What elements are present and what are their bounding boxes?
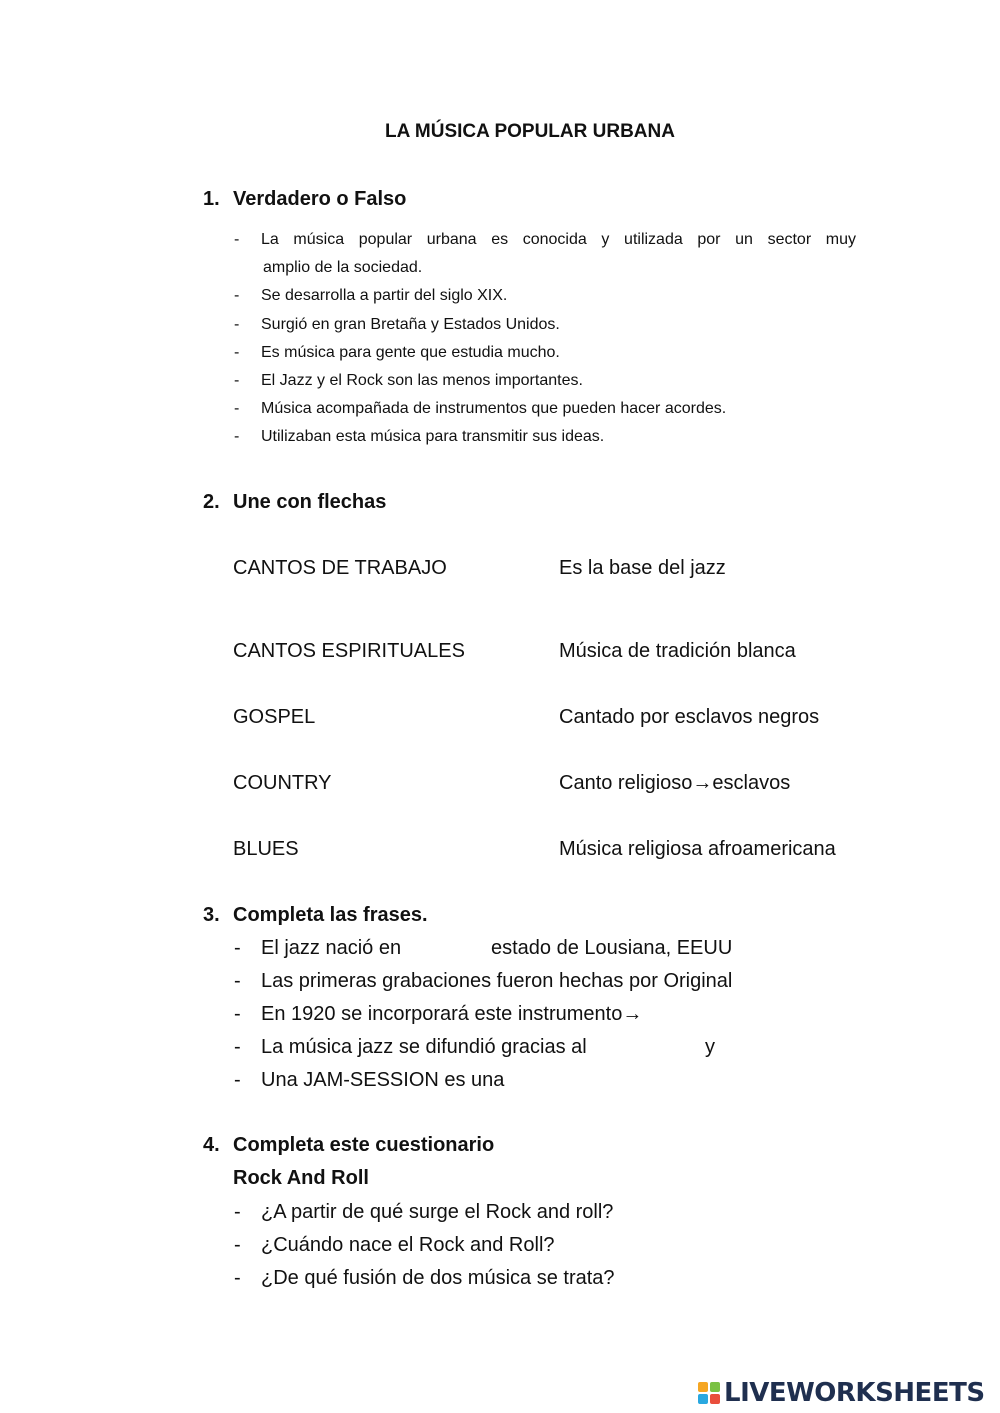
- question-3: ¿De qué fusión de dos música se trata?: [261, 1267, 615, 1289]
- dash: -: [234, 344, 240, 361]
- liveworksheets-logo: [698, 1377, 985, 1409]
- match-right-3[interactable]: Cantado por esclavos negros: [559, 706, 820, 728]
- tf-item-5: El Jazz y el Rock son las menos importantes.: [261, 372, 583, 389]
- page-title: LA MÚSICA POPULAR URBANA: [385, 121, 675, 142]
- match-left-3[interactable]: GOSPEL: [233, 706, 316, 728]
- dash: -: [234, 970, 241, 992]
- tf-item-2: Se desarrolla a partir del siglo XIX.: [261, 287, 508, 304]
- match-right-2[interactable]: Música de tradición blanca: [559, 640, 796, 662]
- arrow-right-icon: →: [692, 772, 713, 794]
- match-right-5[interactable]: Música religiosa afroamericana: [559, 838, 836, 860]
- match-left-5[interactable]: BLUES: [233, 838, 299, 860]
- section-4-subheading: Rock And Roll: [233, 1167, 369, 1189]
- tf-item-4: Es música para gente que estudia mucho.: [261, 344, 560, 361]
- match-right-4-text: Canto religioso: [559, 772, 693, 794]
- tf-item-1-cont: amplio de la sociedad.: [263, 259, 423, 276]
- dash: -: [234, 1267, 241, 1289]
- logo-square: [710, 1382, 720, 1392]
- section-2-heading: Une con flechas: [233, 491, 387, 513]
- fill-item-2: Las primeras grabaciones fueron hechas por Original: [261, 970, 733, 992]
- dash: -: [234, 287, 240, 304]
- section-3-number: 3.: [203, 904, 220, 926]
- fill-item-4-start: La música jazz se difundió gracias al: [261, 1036, 587, 1058]
- dash: -: [234, 231, 240, 248]
- dash: -: [234, 400, 240, 417]
- tf-item-3: Surgió en gran Bretaña y Estados Unidos.: [261, 316, 560, 333]
- section-1-heading: Verdadero o Falso: [233, 188, 407, 210]
- dash: -: [234, 316, 240, 333]
- match-right-1[interactable]: Es la base del jazz: [559, 557, 726, 579]
- section-3-heading: Completa las frases.: [233, 904, 428, 926]
- fill-item-5: Una JAM-SESSION es una: [261, 1069, 505, 1091]
- logo-text: LIVEWORKSHEETS: [724, 1378, 985, 1408]
- dash: -: [234, 1003, 241, 1025]
- dash: -: [234, 937, 241, 959]
- match-left-4[interactable]: COUNTRY: [233, 772, 332, 794]
- match-left-2[interactable]: CANTOS ESPIRITUALES: [233, 640, 465, 662]
- logo-square: [710, 1394, 720, 1404]
- section-2-number: 2.: [203, 491, 220, 513]
- fill-item-1-start: El jazz nació en: [261, 937, 402, 959]
- logo-square: [698, 1382, 708, 1392]
- question-2: ¿Cuándo nace el Rock and Roll?: [261, 1234, 555, 1256]
- section-4-number: 4.: [203, 1134, 220, 1156]
- fill-item-4-end: y: [705, 1036, 715, 1058]
- question-1: ¿A partir de qué surge el Rock and roll?: [261, 1201, 614, 1223]
- dash: -: [234, 372, 240, 389]
- dash: -: [234, 428, 240, 445]
- section-1-number: 1.: [203, 188, 220, 210]
- fill-item-3-text: En 1920 se incorporará este instrumento: [261, 1003, 623, 1025]
- tf-item-7: Utilizaban esta música para transmitir sus ideas.: [261, 428, 605, 445]
- tf-item-6: Música acompañada de instrumentos que pueden hacer acordes.: [261, 400, 727, 417]
- dash: -: [234, 1036, 241, 1058]
- tf-item-1: La música popular urbana es conocida y utilizada por un sector muy: [261, 231, 856, 248]
- arrow-right-icon: →: [622, 1003, 643, 1025]
- match-right-4[interactable]: [559, 772, 790, 795]
- dash: -: [234, 1069, 241, 1091]
- fill-item-1-end: estado de Lousiana, EEUU: [491, 937, 733, 959]
- fill-item-3: [261, 1003, 642, 1026]
- section-4-heading: Completa este cuestionario: [233, 1134, 495, 1156]
- dash: -: [234, 1201, 241, 1223]
- match-left-1[interactable]: CANTOS DE TRABAJO: [233, 557, 447, 579]
- dash: -: [234, 1234, 241, 1256]
- logo-mark-icon: [698, 1382, 720, 1404]
- logo-square: [698, 1394, 708, 1404]
- match-right-4-suffix: esclavos: [712, 772, 791, 794]
